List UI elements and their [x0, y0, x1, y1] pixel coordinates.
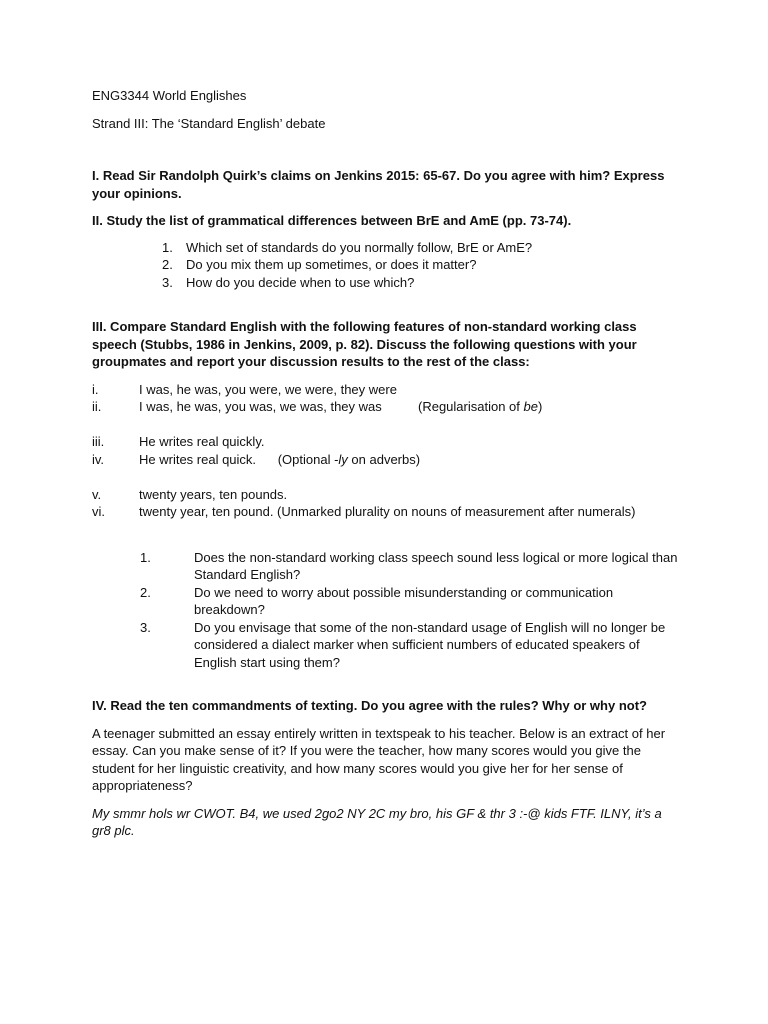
list-item-text: Which set of standards do you normally follow, BrE or AmE?: [186, 239, 533, 255]
feature-number: ii.: [92, 399, 102, 414]
section-3-heading: III. Compare Standard English with the following features of non-standard working class speech (Stubbs, 1986 in Jenkins, 2009, p. 82). Discuss the following questions with your groupmates and report your discussion results to the rest of the class:: [92, 319, 637, 369]
feature-text: twenty year, ten pound. (Unmarked plurality on nouns of measurement after numerals): [139, 504, 636, 519]
feature-text: twenty years, ten pounds.: [139, 486, 288, 502]
question-item: [92, 584, 682, 619]
document-page: [92, 87, 682, 840]
question-item: [92, 619, 682, 672]
feature-item: [92, 486, 682, 504]
section-4-paragraph: A teenager submitted an essay entirely written in textspeak to his teacher. Below is an extract of her essay. Can you make sense of it? If you were the teacher, how many scores would you give the student for her linguistic creativity, and how many scores would you give her for her sense of appropriateness?: [92, 725, 666, 793]
question-text: Does the non-standard working class speech sound less logical or more logical than Standard English?: [194, 549, 678, 582]
feature-item: [92, 398, 682, 416]
question-number: 2.: [140, 584, 151, 600]
list-item-text: Do you mix them up sometimes, or does it matter?: [186, 257, 477, 272]
feature-number: i.: [92, 381, 99, 397]
list-item: [92, 256, 682, 274]
section-1-heading: I. Read Sir Randolph Quirk’s claims on Jenkins 2015: 65-67. Do you agree with him? Express your opinions.: [92, 168, 665, 201]
section-2-list: [92, 239, 682, 292]
feature-number: vi.: [92, 504, 105, 519]
question-number: 1.: [140, 549, 151, 565]
course-title: ENG3344 World Englishes: [92, 88, 247, 103]
question-item: [92, 549, 682, 584]
question-text: Do we need to worry about possible misunderstanding or communication breakdown?: [194, 584, 614, 617]
feature-text: He writes real quickly.: [139, 434, 265, 449]
textspeak-extract: My smmr hols wr CWOT. B4, we used 2go2 NY 2C my bro, his GF & thr 3 :-@ kids FTF. ILNY, it’s a gr8 plc.: [92, 805, 662, 838]
list-item-number: 1.: [162, 239, 173, 255]
question-text: Do you envisage that some of the non-standard usage of English will no longer be considered a dialect marker when sufficient numbers of educated speakers of English start using them?: [194, 619, 666, 670]
feature-item: [92, 433, 682, 451]
section-4-heading: IV. Read the ten commandments of texting. Do you agree with the rules? Why or why not?: [92, 698, 647, 713]
feature-number: iv.: [92, 451, 105, 467]
question-number: 3.: [140, 619, 151, 635]
section-2-heading: II. Study the list of grammatical differences between BrE and AmE (pp. 73-74).: [92, 213, 572, 228]
feature-number: v.: [92, 486, 102, 502]
feature-note: (Optional -ly on adverbs): [277, 451, 421, 467]
list-item-text: How do you decide when to use which?: [186, 274, 415, 290]
list-item: [92, 239, 682, 257]
discussion-questions: [92, 549, 682, 672]
feature-item: [92, 381, 682, 399]
feature-number: iii.: [92, 434, 105, 449]
feature-item: [92, 503, 682, 521]
feature-text: I was, he was, you was, we was, they was: [139, 399, 382, 414]
list-item: [92, 274, 682, 292]
list-item-number: 3.: [162, 274, 173, 290]
list-item-number: 2.: [162, 257, 173, 272]
feature-item: [92, 451, 682, 469]
feature-text: He writes real quick.: [139, 451, 257, 467]
feature-text: I was, he was, you were, we were, they were: [139, 381, 397, 397]
feature-note: (Regularisation of be): [418, 399, 543, 414]
feature-list: [92, 381, 682, 521]
strand-title: Strand III: The ‘Standard English’ debate: [92, 115, 326, 131]
